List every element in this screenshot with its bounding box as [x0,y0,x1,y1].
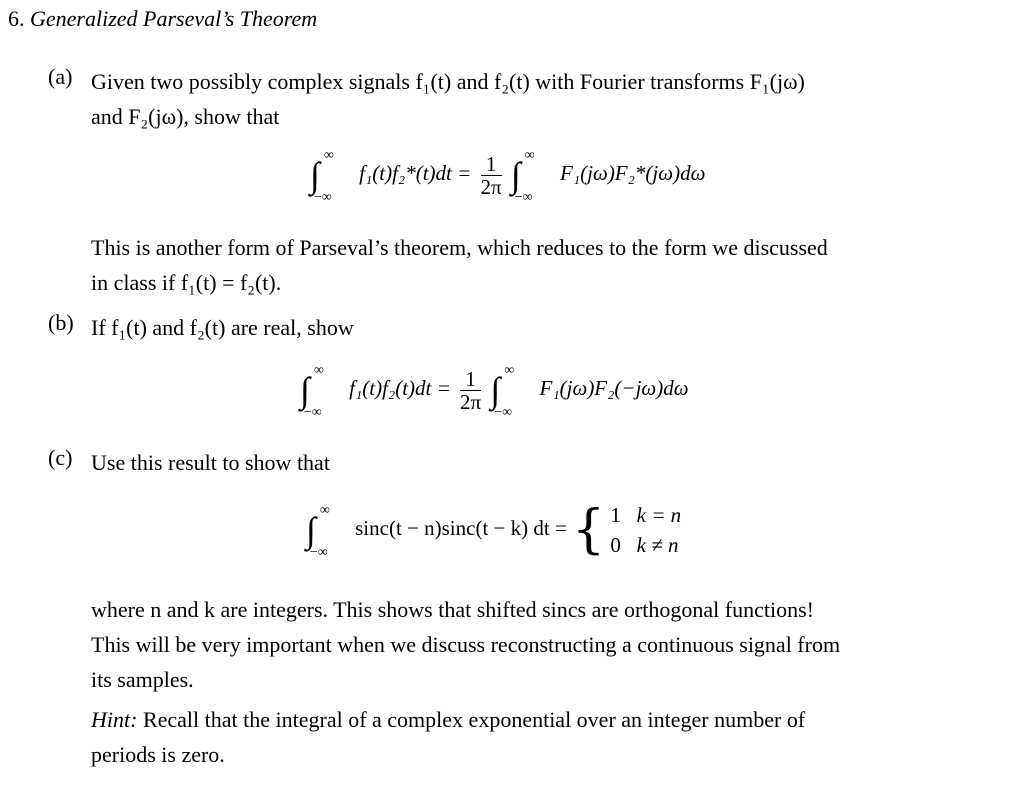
fraction-denominator: 2π [460,389,482,414]
fraction-numerator: 1 [481,153,502,176]
equation-a-right: F₁(jω)F₂*(jω)dω [560,160,706,185]
equation-a-left: f₁(t)f₂*(t)dt = [359,160,472,185]
fraction-1-over-2pi [481,153,502,198]
upper-limit: ∞ [504,363,515,378]
cases-brace: { [572,500,606,560]
part-c-line1: Use this result to show that [91,450,330,475]
part-c-para1: where n and k are integers. This shows that shifted sincs are orthogonal functions! [91,597,814,622]
integral-sign: ∫ [306,510,316,550]
integral-limits [494,363,534,420]
equation-c [306,500,681,560]
upper-limit: ∞ [313,363,324,378]
part-b-label: (b) [48,310,74,335]
case-2 [610,530,681,560]
case-2-condition: k ≠ n [636,533,679,557]
part-a-after2: in class if f₁(t) = f₂(t). [91,270,282,295]
lower-limit: −∞ [309,545,328,560]
part-c-paragraph [91,592,999,697]
integral-sign: ∫ [490,370,501,410]
fraction-1-over-2pi [460,368,481,413]
integral-sign: ∫ [300,370,310,410]
part-a-text [91,64,999,134]
problem-number: 6. [8,6,25,31]
equation-b-right: F₁(jω)F₂(−jω)dω [539,375,689,400]
case-2-value: 0 [610,533,621,557]
problem-title-text: Generalized Parseval’s Theorem [30,6,318,31]
lower-limit: −∞ [303,405,322,420]
case-1-condition: k = n [636,503,682,527]
lower-limit: −∞ [514,190,533,205]
part-a-label: (a) [48,64,73,89]
upper-limit: ∞ [319,503,330,518]
part-a-after [91,230,828,300]
lower-limit: −∞ [494,405,513,420]
hint-text1: Recall that the integral of a complex exponential over an integer number of [142,707,806,732]
part-c-para3: its samples. [91,667,194,692]
fraction-denominator: 2π [480,174,502,199]
hint-paragraph [91,702,999,772]
integral-limits [313,148,354,205]
integral-limits [309,503,350,560]
case-1-value: 1 [610,503,621,527]
integral-sign: ∫ [310,155,320,195]
part-b-line1: If f₁(t) and f₂(t) are real, show [91,315,354,340]
part-c-para2: This will be very important when we discuss reconstructing a continuous signal from [91,632,841,657]
equation-a [310,148,706,205]
integral-sign: ∫ [510,155,521,195]
equation-c-left: sinc(t − n)sinc(t − k) dt = [355,515,567,540]
equation-b-left: f₁(t)f₂(t)dt = [349,375,451,400]
integral-limits [303,363,344,420]
fraction-numerator: 1 [460,368,481,391]
upper-limit: ∞ [524,148,535,163]
lower-limit: −∞ [313,190,332,205]
hint-label: Hint: [91,707,138,732]
upper-limit: ∞ [323,148,334,163]
part-a-line1: Given two possibly complex signals f₁(t) and f₂(t) with Fourier transforms F₁(jω) [91,69,805,94]
part-a-line2: and F₂(jω), show that [91,104,280,129]
integral-limits [514,148,555,205]
case-1 [610,500,681,530]
part-a-after1: This is another form of Parseval’s theorem, which reduces to the form we discussed [91,235,828,260]
cases-block [610,500,681,560]
hint-line1 [91,702,999,737]
problem-title [8,6,317,32]
hint-line2: periods is zero. [91,742,225,767]
part-c-label: (c) [48,445,73,470]
equation-b [300,363,689,420]
